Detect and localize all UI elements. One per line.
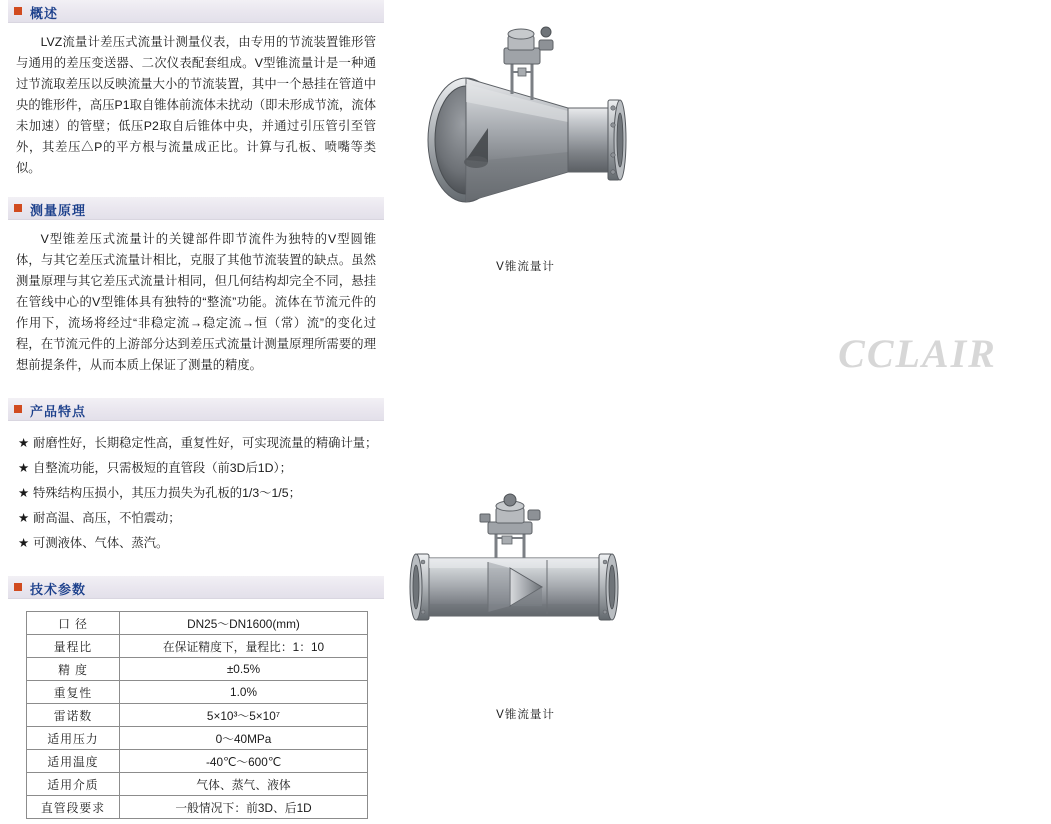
feature-text: 自整流功能，只需极短的直管段（前3D后1D）； — [33, 461, 292, 475]
spec-key: 精 度 — [27, 658, 120, 681]
list-item — [18, 506, 376, 531]
feature-text: 耐高温、高压，不怕震动； — [33, 511, 181, 525]
overview-paragraph: LVZ流量计差压式流量计测量仪表，由专用的节流装置锥形管与通用的差压变送器、二次仪表配套组成。V型锥流量计是一种通过节流取差压以反映流量大小的节流装置，其中一个悬挂在管道中央的锥形件，高压P1取自锥体前流体未扰动（即未形成节流，流体未加速）的管壁；低压P2取自后锥体中央，并通过引压管引至管外，其差压△P的平方根与流量成正比。计算与孔板、喷嘴等类似。 — [16, 35, 376, 175]
specs-table — [26, 611, 368, 819]
table-row — [27, 750, 368, 773]
star-icon: ★ — [18, 436, 30, 450]
spec-key: 适用介质 — [27, 773, 120, 796]
spec-value: 0～40MPa — [120, 727, 368, 750]
section-title-overview: 概述 — [30, 6, 59, 21]
left-column — [0, 0, 390, 819]
star-icon: ★ — [18, 461, 30, 475]
section-heading-features — [8, 398, 384, 421]
square-bullet-icon — [14, 7, 22, 15]
star-icon: ★ — [18, 536, 30, 550]
spec-value: DN25～DN1600(mm) — [120, 612, 368, 635]
figure-caption: V锥流量计 — [496, 709, 555, 721]
section-title-features: 产品特点 — [30, 404, 87, 419]
spec-value: 气体、蒸气、液体 — [120, 773, 368, 796]
spec-value: ±0.5% — [120, 658, 368, 681]
square-bullet-icon — [14, 405, 22, 413]
spec-value: 5×10³～5×10⁷ — [120, 704, 368, 727]
figure-caption: V锥流量计 — [496, 261, 555, 273]
table-row — [27, 704, 368, 727]
list-item — [18, 531, 376, 556]
spec-value: 一般情况下：前3D、后1D — [120, 796, 368, 819]
list-item — [18, 481, 376, 506]
feature-text: 耐磨性好，长期稳定性高，重复性好，可实现流量的精确计量； — [33, 436, 378, 450]
feature-text: 可测液体、气体、蒸汽。 — [33, 536, 169, 550]
star-icon: ★ — [18, 511, 30, 525]
table-row — [27, 658, 368, 681]
table-row — [27, 635, 368, 658]
spec-key: 雷诺数 — [27, 704, 120, 727]
principle-paragraph: V型锥差压式流量计的关键部件即节流件为独特的V型圆锥体，与其它差压式流量计相比，克服了其他节流装置的缺点。虽然测量原理与其它差压式流量计相同，但几何结构却完全不同，悬挂在管线中心的V型锥体具有独特的“整流”功能。流体在节流元件的作用下，流场将经过“非稳定流→稳定流→恒（常）流”的变化过程，在节流元件的上游部分达到差压式流量计测量原理所需要的理想前提条件，从而本质上保证了测量的精度。 — [16, 232, 376, 372]
section-title-specs: 技术参数 — [30, 582, 87, 597]
feature-text: 特殊结构压损小，其压力损失为孔板的1/3～1/5； — [33, 486, 301, 500]
spec-value: -40℃～600℃ — [120, 750, 368, 773]
section-heading-overview — [8, 0, 384, 23]
star-icon: ★ — [18, 486, 30, 500]
spec-key: 量程比 — [27, 635, 120, 658]
list-item — [18, 431, 376, 456]
figure-cone-meter-top — [392, 12, 659, 274]
spec-key: 重复性 — [27, 681, 120, 704]
section-title-principle: 测量原理 — [30, 203, 87, 218]
cone-meter-illustration — [392, 12, 659, 252]
square-bullet-icon — [14, 583, 22, 591]
table-row — [27, 773, 368, 796]
cone-meter-illustration-2 — [392, 470, 659, 700]
feature-list — [18, 431, 376, 556]
watermark-text: CCLAIR — [838, 331, 997, 376]
spec-key: 适用压力 — [27, 727, 120, 750]
table-row — [27, 612, 368, 635]
table-row — [27, 681, 368, 704]
figure-cone-meter-bottom — [392, 470, 659, 722]
spec-key: 直管段要求 — [27, 796, 120, 819]
spec-value: 1.0% — [120, 681, 368, 704]
spec-value: 在保证精度下，量程比：1：10 — [120, 635, 368, 658]
square-bullet-icon — [14, 204, 22, 212]
spec-key: 适用温度 — [27, 750, 120, 773]
section-heading-specs — [8, 576, 384, 599]
spec-key: 口 径 — [27, 612, 120, 635]
section-heading-principle — [8, 197, 384, 220]
table-row — [27, 796, 368, 819]
table-row — [27, 727, 368, 750]
list-item — [18, 456, 376, 481]
